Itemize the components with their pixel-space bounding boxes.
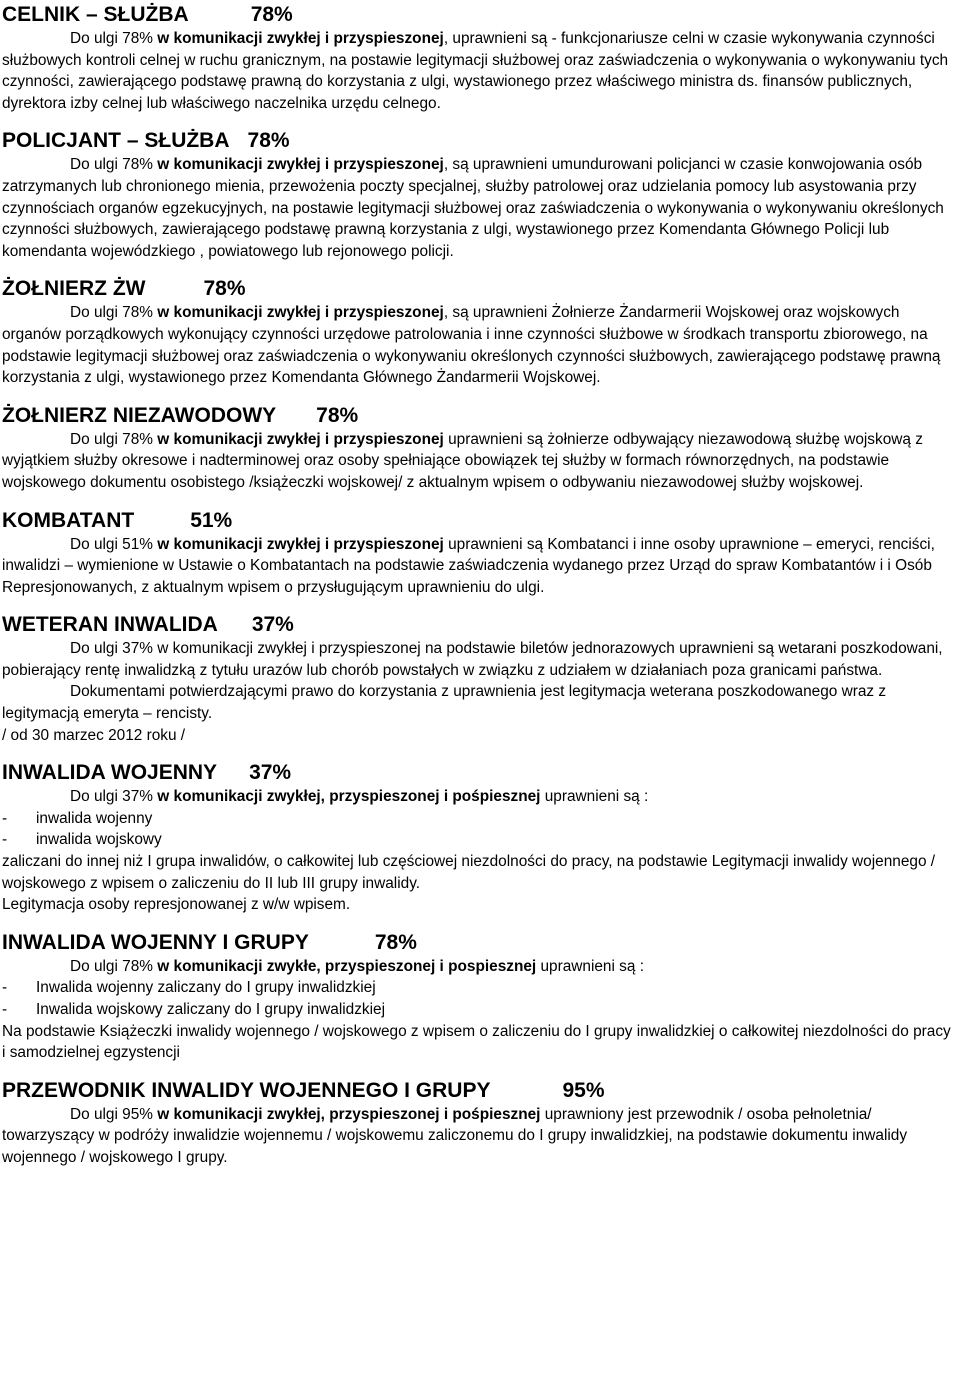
section-body: Na podstawie Książeczki inwalidy wojennego / wojskowego z wpisem o zaliczeniu do I grupy inwalidzkiej o całkowitej niezdolności do pracy i samodzielnej egzystencji — [2, 1022, 951, 1062]
list-item-text: Inwalida wojskowy zaliczany do I grupy inwalidzkiej — [36, 1001, 386, 1018]
list-item — [2, 977, 958, 999]
section-percent: 78% — [316, 403, 359, 427]
section-inwalida-wojenny — [2, 760, 958, 916]
section-body — [2, 1104, 958, 1169]
section-percent: 51% — [190, 508, 233, 532]
section-percent: 78% — [247, 129, 290, 153]
section-intro — [2, 786, 958, 808]
section-heading — [2, 1078, 958, 1104]
section-body — [2, 154, 958, 262]
section-title: WETERAN INWALIDA — [2, 613, 218, 637]
body-text: , są uprawnieni umundurowani policjanci w czasie konwojowania osób zatrzymanych lub chronionego mienia, przewożenia poczty specjalnej, służby patrolowej oraz udzielania pomocy lub asystowania przy czynnościach organów egzekucyjnych, na postawie legitymacji służbowej oraz zaświadczenia o wykonywania o wykonywaniu określonych czynności służbowych, zawierającego podstawę prawną korzystania z ulgi, wystawionego przez Komendanta Głównego Policji lub komendanta wojewódzkiego , powiatowego lub rejonowego policji. — [2, 156, 944, 260]
intro-transport: w komunikacji zwykłej, przyspieszonej i pośpiesznej — [153, 1105, 541, 1123]
intro-transport: w komunikacji zwykłej i przyspieszonej — [153, 430, 444, 448]
section-percent: 95% — [562, 1078, 605, 1102]
section-title: PRZEWODNIK INWALIDY WOJENNEGO I GRUPY — [2, 1078, 491, 1102]
section-date-note: / od 30 marzec 2012 roku / — [2, 726, 186, 744]
list-item-text: Inwalida wojenny zaliczany do I grupy inwalidzkiej — [36, 979, 376, 997]
section-heading — [2, 930, 958, 956]
section-percent: 78% — [203, 277, 246, 301]
body-text: , są uprawnieni Żołnierze Żandarmerii Wojskowej oraz wojskowych organów porządkowych wykonujący czynności urzędowe patrolowania i inne czynności służbowe w środkach transportu zbiorowego, na podstawie legitymacji służbowej oraz zaświadczenia o wykonywaniu określonych czynności służbowych, zawierającego podstawę prawną korzystania z ulgi, wystawionego przez Komendanta Głównego Żandarmerii Wojskowej. — [2, 304, 941, 387]
section-body: zaliczani do innej niż I grupa inwalidów, o całkowitej lub częściowej niezdolności do pracy, na podstawie Legitymacji inwalidy wojennego / wojskowego z wpisem o zaliczeniu do II lub III grupy inwalidy. — [2, 853, 936, 892]
section-title: KOMBATANT — [2, 508, 135, 532]
intro-transport: w komunikacji zwykłej i przyspieszonej — [153, 304, 444, 322]
dash-marker: - — [2, 831, 8, 849]
section-title: CELNIK – SŁUŻBA — [2, 3, 189, 26]
section-celnik — [2, 2, 958, 114]
section-body-2: Legitymacja osoby represjonowanej z w/w wpisem. — [2, 896, 351, 914]
section-percent: 78% — [250, 3, 293, 26]
section-body — [2, 302, 958, 388]
section-heading — [2, 612, 958, 638]
section-inwalida-wojenny-i-grupy — [2, 930, 958, 1064]
dash-marker: - — [2, 1001, 8, 1018]
section-percent: 78% — [374, 930, 417, 954]
section-title: ŻOŁNIERZ ŻW — [2, 277, 146, 301]
section-percent: 37% — [249, 761, 292, 785]
section-przewodnik — [2, 1078, 958, 1169]
section-zolnierz-zw — [2, 276, 958, 388]
list-item — [2, 999, 958, 1021]
intro-transport: w komunikacji zwykłej, przyspieszonej i pośpiesznej — [153, 788, 541, 806]
body-text: uprawniony jest przewodnik / osoba pełnoletnia/ towarzyszący w podróży inwalidzie wojennemu / wojskowemu zaliczonemu do I grupy inwalidzkiej, na podstawie dokumentu inwalidy wojennego / wojskowego I grupy. — [2, 1105, 908, 1166]
list-item — [2, 808, 958, 830]
dash-marker: - — [2, 809, 8, 827]
list-item — [2, 829, 958, 851]
intro-discount: Do ulgi 78% — [70, 304, 153, 322]
section-intro — [2, 956, 958, 978]
section-heading — [2, 128, 958, 154]
section-title: ŻOŁNIERZ NIEZAWODOWY — [2, 403, 277, 427]
section-heading — [2, 403, 958, 429]
section-heading — [2, 276, 958, 302]
intro-discount: Do ulgi 78% — [70, 156, 153, 174]
intro-discount: Do ulgi 95% — [70, 1105, 153, 1123]
intro-discount: Do ulgi 78% — [70, 430, 153, 448]
intro-discount: Do ulgi 37% — [70, 788, 153, 806]
section-policjant — [2, 128, 958, 262]
section-kombatant — [2, 508, 958, 599]
list-item-text: inwalida wojenny — [36, 809, 153, 827]
dash-marker: - — [2, 979, 8, 997]
intro-tail: uprawnieni są : — [536, 957, 644, 975]
section-weteran-inwalida — [2, 612, 958, 746]
section-title: INWALIDA WOJENNY — [2, 761, 218, 785]
intro-transport: w komunikacji zwykłej i przyspieszonej — [153, 30, 444, 47]
section-body — [2, 28, 958, 114]
intro-discount: Do ulgi 78% — [70, 30, 153, 47]
section-zolnierz-niezawodowy — [2, 403, 958, 494]
intro-transport: w komunikacji zwykłej i przyspieszonej — [153, 156, 444, 174]
intro-transport: w komunikacji zwykłe, przyspieszonej i pospiesznej — [153, 957, 537, 975]
section-body-2: Dokumentami potwierdzającymi prawo do korzystania z uprawnienia jest legitymacja weterana poszkodowanego wraz z legitymacją emeryta – rencisty. — [2, 683, 887, 723]
section-title: INWALIDA WOJENNY I GRUPY — [2, 930, 309, 954]
intro-discount: Do ulgi 78% — [70, 957, 153, 975]
section-body — [2, 429, 958, 494]
body-text: uprawnieni są żołnierze odbywający niezawodową służbę wojskową z wyjątkiem służby okresowe i nadterminowej oraz osoby spełniające obowiązek tej służby w formach równorzędnych, na podstawie wojskowego dokumentu osobistego /książeczki wojskowej/ z aktualnym wpisem o odbywaniu niezawodowej służby wojskowej. — [2, 430, 923, 491]
section-percent: 37% — [251, 613, 294, 637]
body-text: uprawnieni są Kombatanci i inne osoby uprawnione – emeryci, renciści, inwalidzi – wymienione w Ustawie o Kombatantach na podstawie zaświadczenia wydanego przez Urząd do spraw Kombatantów i i Osób Represjonowanych, z aktualnym wpisem o przysługującym uprawnieniu do ulgi. — [2, 535, 935, 596]
section-body: Do ulgi 37% w komunikacji zwykłej i przyspieszonej na podstawie biletów jednorazowych uprawnieni są wetarani poszkodowani, pobierający rentę inwalidzką z tytułu urazów lub chorób powstałych w związku z udziałem w działaniach poza granicami państwa. — [2, 640, 943, 679]
section-heading — [2, 2, 958, 28]
body-text: , uprawnieni są - funkcjonariusze celni w czasie wykonywania czynności służbowych kontroli celnej w ruchu granicznym, na postawie legitymacji służbowej oraz zaświadczenia o wykonywania o wykonywaniu tych czynności, zawierającego podstawę prawną do korzystania z ulgi, wystawionego przez właściwego ministra ds. finansów publicznych, dyrektora izby celnej lub właściwego naczelnika urzędu celnego. — [2, 30, 949, 112]
list-item-text: inwalida wojskowy — [36, 831, 162, 849]
intro-transport: w komunikacji zwykłej i przyspieszonej — [153, 535, 444, 553]
section-heading — [2, 760, 958, 786]
section-body — [2, 534, 958, 599]
section-heading — [2, 508, 958, 534]
intro-tail: uprawnieni są : — [540, 788, 649, 806]
section-title: POLICJANT – SŁUŻBA — [2, 129, 230, 153]
intro-discount: Do ulgi 51% — [70, 535, 153, 553]
